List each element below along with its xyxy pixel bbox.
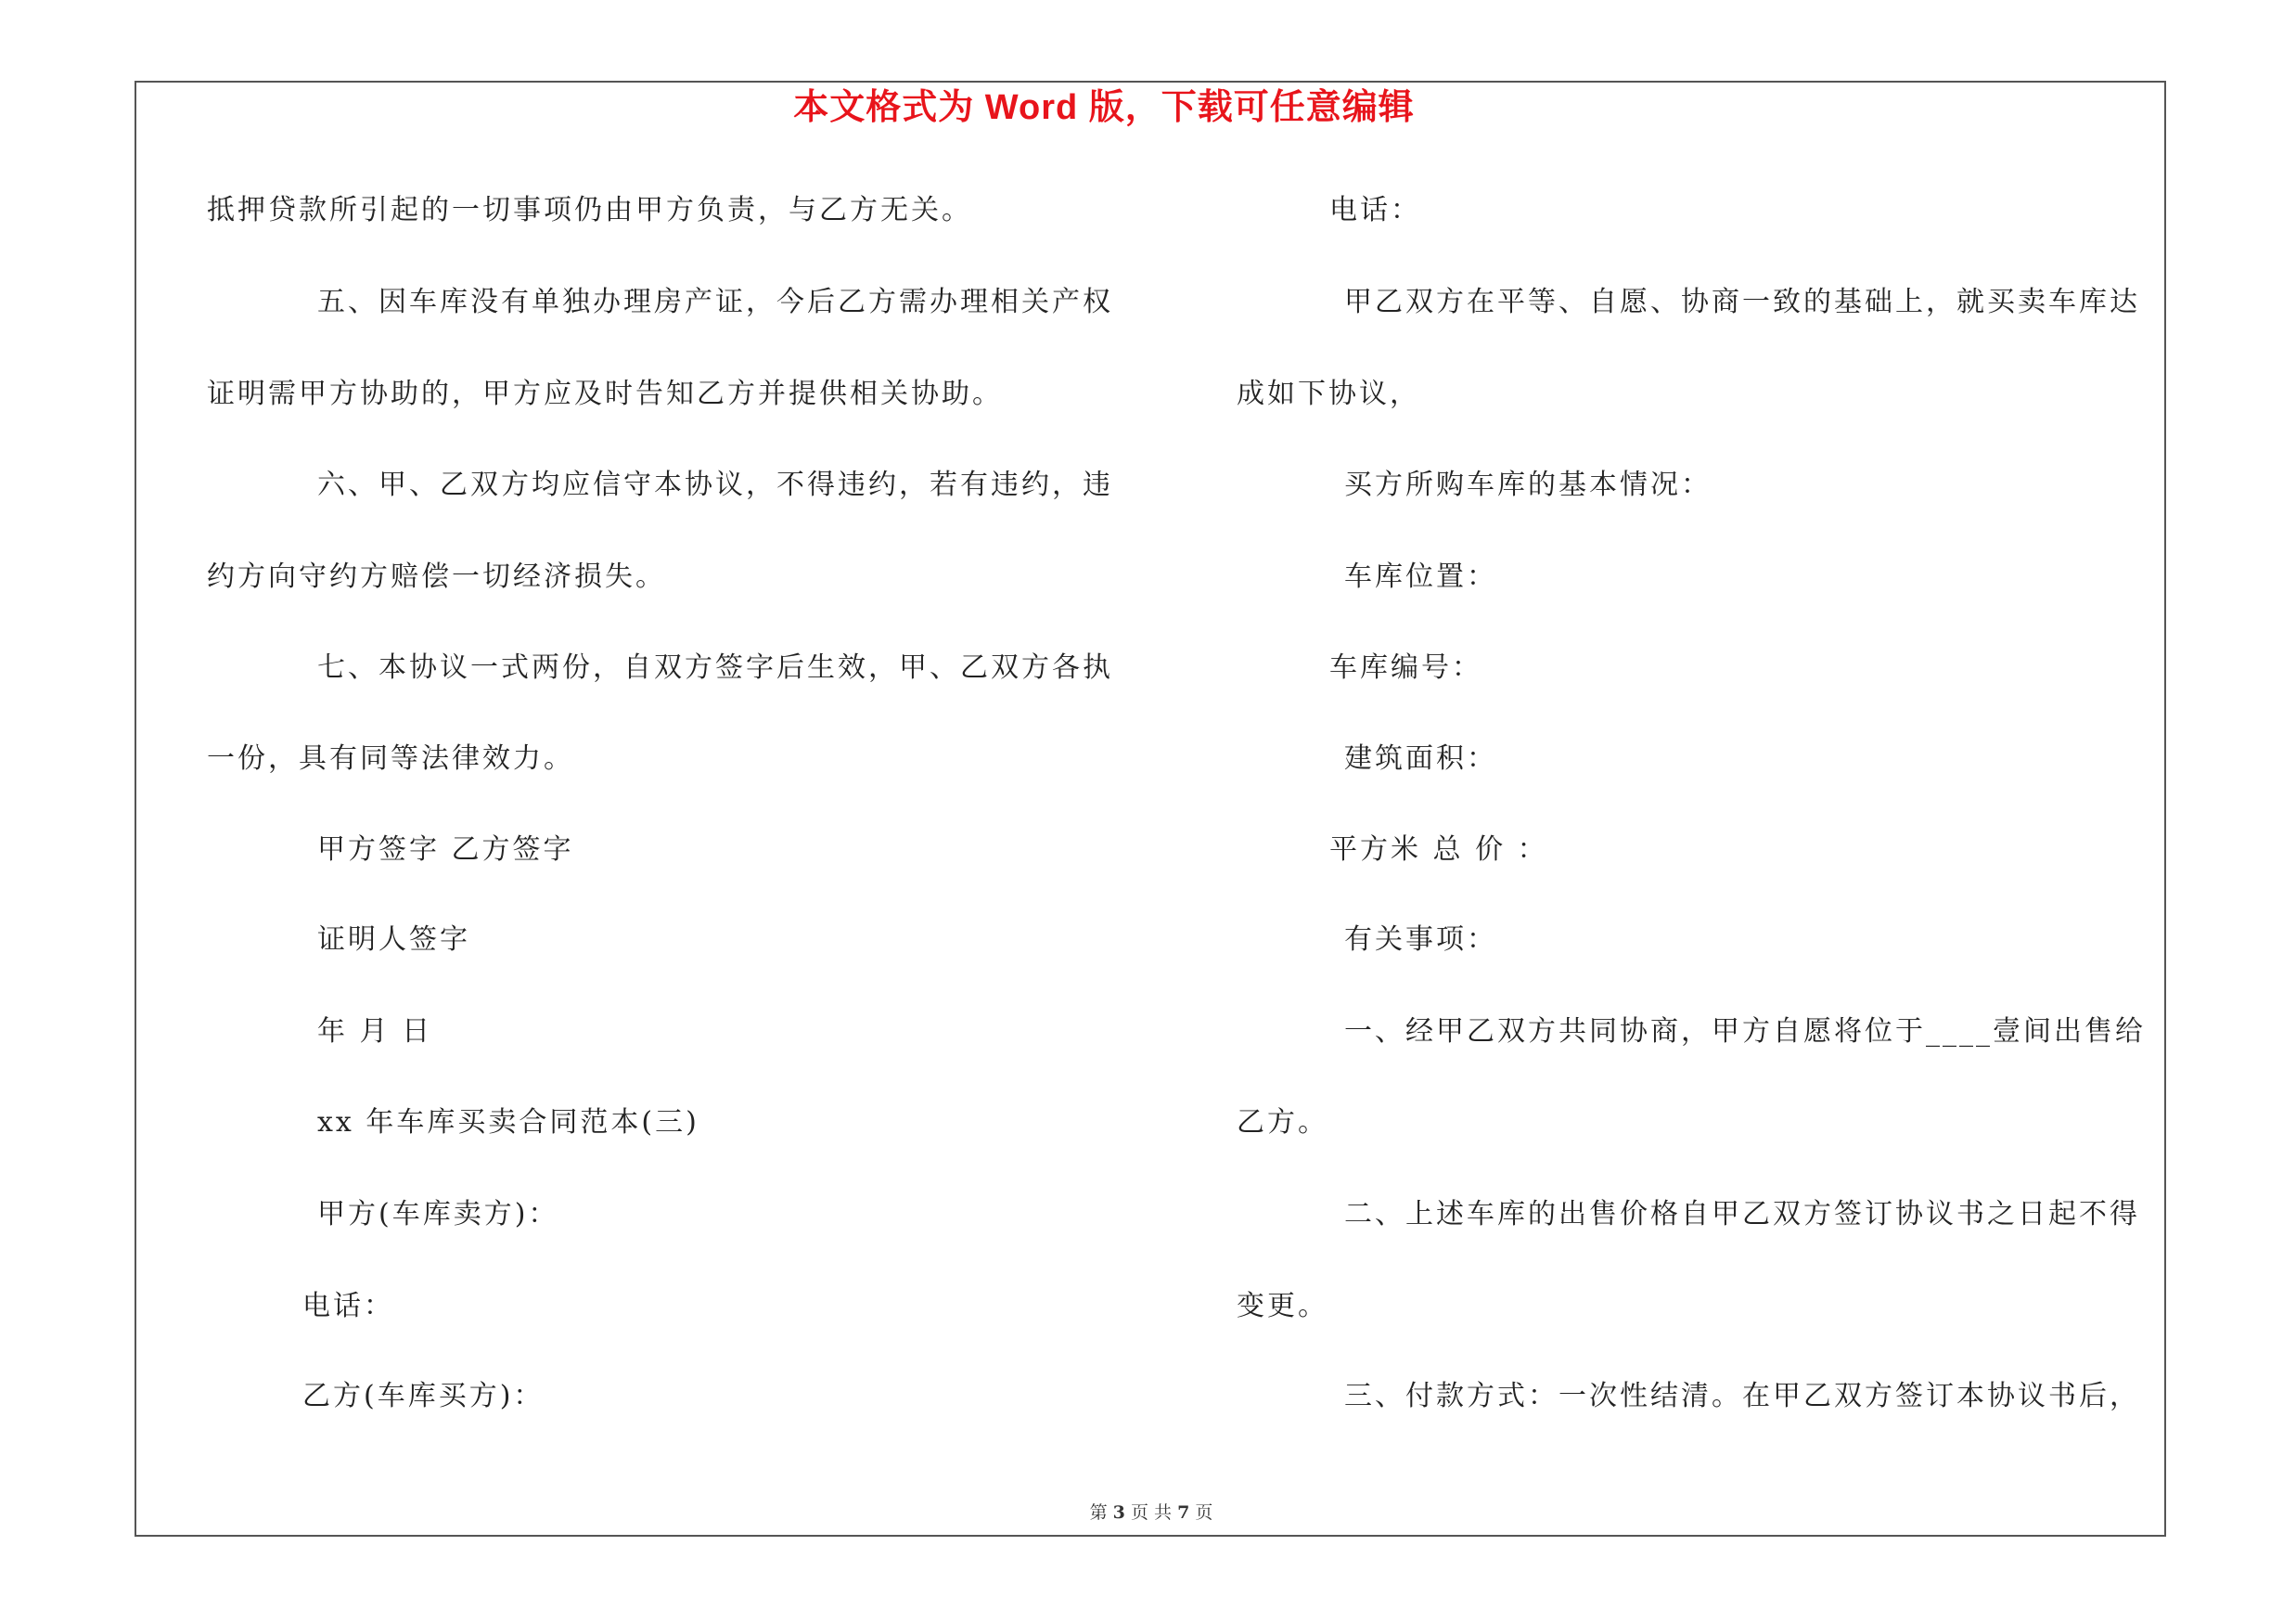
buyer-line: 乙方(车库买方)：: [302, 1380, 545, 1412]
left-line: 六、甲、乙双方均应信守本协议，不得违约，若有违约，违: [317, 469, 1113, 501]
right-line: 成如下协议，: [1237, 378, 1420, 410]
right-line: 二、上述车库的出售价格自甲乙双方签订协议书之日起不得: [1344, 1198, 2140, 1230]
witness-signature-line: 证明人签字: [317, 923, 470, 956]
matters-heading: 有关事项：: [1344, 923, 1497, 956]
left-line: 五、因车库没有单独办理房产证，今后乙方需办理相关产权: [317, 286, 1113, 318]
section-title: xx 年车库买卖合同范本(三): [317, 1106, 699, 1139]
total-pages-number: 7: [1177, 1502, 1190, 1523]
signature-line: 甲方签字 乙方签字: [317, 833, 574, 866]
current-page-number: 3: [1112, 1502, 1125, 1523]
date-line: 年 月 日: [317, 1015, 433, 1048]
footer-suffix: 页: [1195, 1502, 1213, 1523]
garage-number-line: 车库编号：: [1329, 651, 1482, 684]
page-footer: [1090, 1501, 1213, 1524]
format-notice: 本文格式为 Word 版，下载可任意编辑: [793, 88, 1415, 127]
right-line: 一、经甲乙双方共同协商，甲方自愿将位于____壹间出售给: [1344, 1015, 2146, 1048]
footer-prefix: 第: [1089, 1502, 1108, 1523]
left-line: 约方向守约方赔偿一切经济损失。: [207, 560, 666, 593]
right-line: 甲乙双方在平等、自愿、协商一致的基础上，就买卖车库达: [1344, 286, 2140, 318]
phone-line: 电话：: [302, 1290, 394, 1322]
seller-line: 甲方(车库卖方)：: [317, 1198, 559, 1230]
total-price-line: 平方米 总 价 ：: [1329, 833, 1548, 866]
footer-page-label: 页: [1130, 1502, 1148, 1523]
left-line: 一份，具有同等法律效力。: [207, 742, 574, 775]
right-line: 变更。: [1237, 1290, 1328, 1322]
left-line: 抵押贷款所引起的一切事项仍由甲方负责，与乙方无关。: [207, 194, 972, 226]
left-line: 七、本协议一式两份，自双方签字后生效，甲、乙双方各执: [317, 651, 1113, 684]
right-line: 乙方。: [1237, 1106, 1328, 1139]
right-line: 买方所购车库的基本情况：: [1344, 469, 1712, 501]
footer-total-prefix: 共: [1154, 1502, 1173, 1523]
floor-area-line: 建筑面积：: [1344, 742, 1497, 775]
phone-line: 电话：: [1329, 194, 1421, 226]
garage-location-line: 车库位置：: [1344, 560, 1497, 593]
left-line: 证明需甲方协助的，甲方应及时告知乙方并提供相关协助。: [207, 378, 1003, 410]
right-line: 三、付款方式：一次性结清。在甲乙双方签订本协议书后，: [1344, 1380, 2140, 1412]
